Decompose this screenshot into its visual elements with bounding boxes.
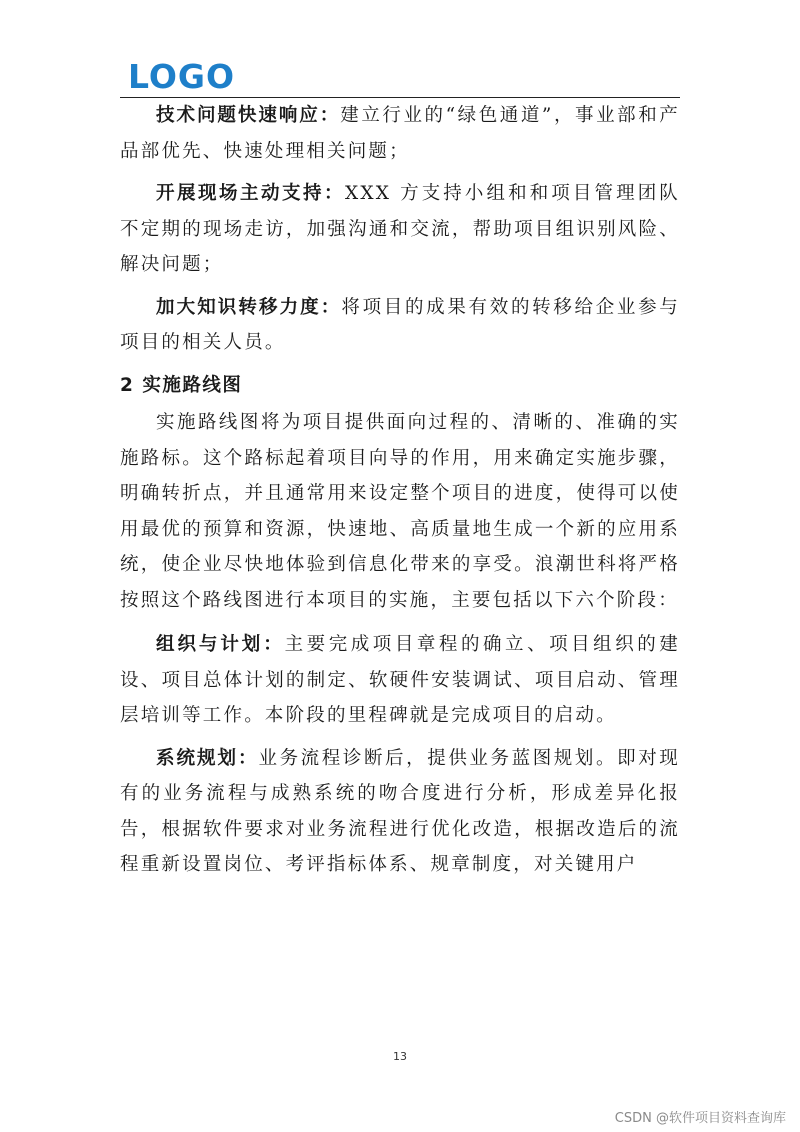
document-body	[120, 98, 680, 890]
paragraph-stage-organization	[120, 627, 680, 734]
paragraph-lead: 技术问题快速响应：	[156, 105, 341, 126]
paragraph-text: 主要完成项目章程的确立、项目组织的建设、项目总体计划的制定、软硬件安装调试、项目启动、管理层培训等工作。本阶段的里程碑就是完成项目的启动。	[120, 634, 680, 726]
page-number: 13	[393, 1050, 407, 1063]
paragraph-tech-response	[120, 98, 680, 169]
company-logo: LOGO	[128, 57, 236, 96]
section-intro: 实施路线图将为项目提供面向过程的、清晰的、准确的实施路标。这个路标起着项目向导的作用，用来确定实施步骤，明确转折点，并且通常用来设定整个项目的进度，使得可以使用最优的预算和资源，快速地、高质量地生成一个新的应用系统，使企业尽快地体验到信息化带来的享受。浪潮世科将严格按照这个路线图进行本项目的实施，主要包括以下六个阶段：	[120, 412, 680, 611]
paragraph-lead: 组织与计划：	[156, 634, 285, 655]
section-heading: 2 实施路线图	[120, 374, 243, 396]
paragraph-text: 业务流程诊断后，提供业务蓝图规划。即对现有的业务流程与成熟系统的吻合度进行分析，形成差异化报告，根据软件要求对业务流程进行优化改造，根据改造后的流程重新设置岗位、考评指标体系、规章制度，对关键用户	[120, 747, 680, 875]
paragraph-lead: 加大知识转移力度：	[156, 296, 342, 318]
paragraph-text: 将项目的成果有效的转移给企业参与项目的相关人员。	[120, 296, 681, 353]
paragraph-text: 建立行业的“绿色通道”，事业部和产品部优先、快速处理相关问题；	[120, 105, 680, 162]
watermark: CSDN @软件项目资料查询库	[614, 1111, 786, 1126]
paragraph-knowledge-transfer	[120, 290, 680, 361]
paragraph-stage-planning	[120, 741, 680, 883]
paragraph-onsite-support	[120, 176, 680, 283]
paragraph-lead: 系统规划：	[156, 747, 259, 769]
paragraph-lead: 开展现场主动支持：	[156, 183, 345, 204]
paragraph-text: XXX 方支持小组和和项目管理团队不定期的现场走访，加强沟通和交流，帮助项目组识别风险、解决问题；	[120, 183, 680, 275]
